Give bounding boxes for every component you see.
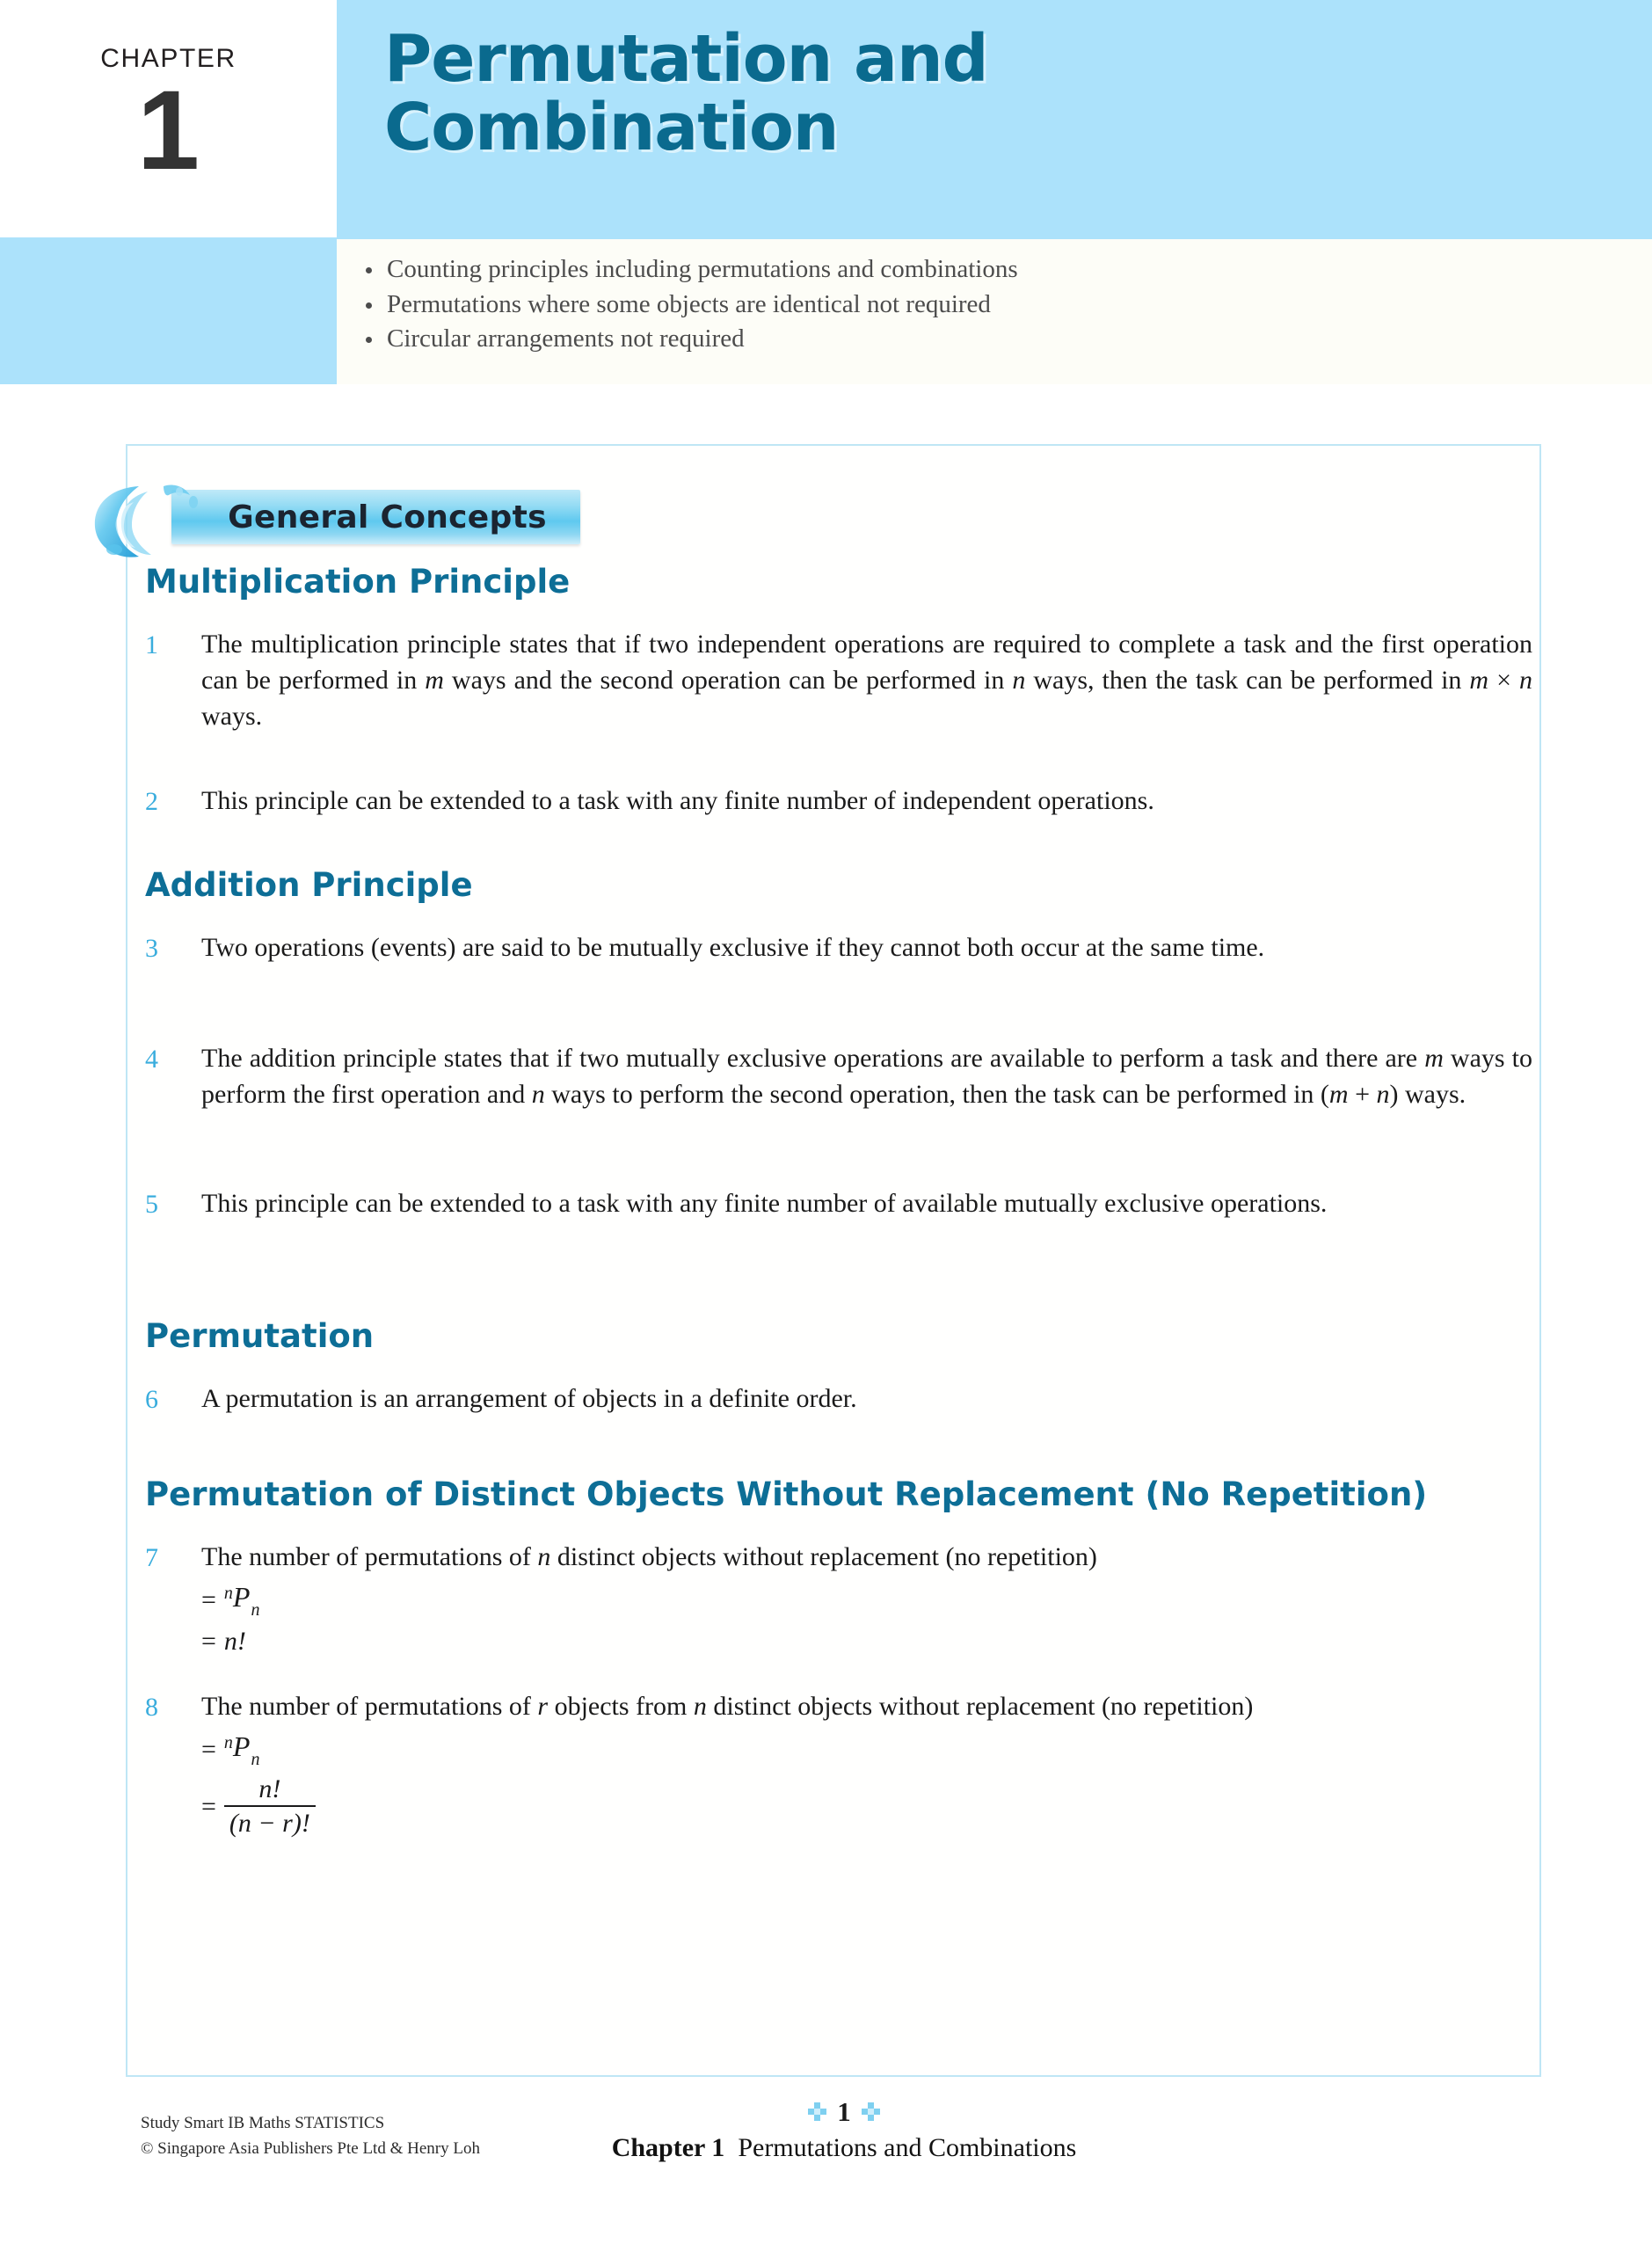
page-title-line-2: Combination bbox=[384, 90, 839, 166]
math-var-n: n bbox=[1376, 1080, 1390, 1110]
page-header bbox=[0, 0, 1652, 239]
superscript-n: n bbox=[223, 1733, 233, 1753]
item-text-part: ways to perform the first operation and bbox=[201, 1044, 1532, 1110]
equals-sign: = bbox=[201, 1735, 216, 1765]
heading-addition-principle: Addition Principle bbox=[145, 866, 473, 904]
banner-label: General Concepts bbox=[228, 499, 547, 535]
item-text-part: The number of permutations of bbox=[201, 1692, 538, 1721]
math-var-r: r bbox=[537, 1692, 549, 1721]
item-number: 6 bbox=[145, 1385, 158, 1414]
item-text bbox=[201, 626, 1534, 734]
page-number-marker bbox=[528, 2098, 1161, 2125]
footer-book-title: Study Smart IB Maths STATISTICS bbox=[141, 2114, 385, 2132]
footer-chapter-line bbox=[528, 2133, 1161, 2163]
item-number: 5 bbox=[145, 1190, 158, 1219]
math-var-m: m bbox=[1469, 666, 1489, 696]
fraction bbox=[224, 1775, 316, 1839]
list-item: Counting principles including permutations and combinations bbox=[359, 253, 1652, 286]
subscript-n: n bbox=[251, 1600, 260, 1621]
equals-sign: = bbox=[201, 1791, 216, 1821]
list-item: Permutations where some objects are identical not required bbox=[359, 288, 1652, 321]
list-item bbox=[145, 783, 1534, 820]
heading-permutation-distinct-objects: Permutation of Distinct Objects Without Replacement (No Repetition) bbox=[145, 1475, 1428, 1513]
chapter-number: 1 bbox=[136, 68, 200, 193]
footer-copyright: © Singapore Asia Publishers Pte Ltd & Henry Loh bbox=[141, 2139, 480, 2159]
list-item bbox=[145, 626, 1534, 734]
water-splash-icon bbox=[88, 479, 237, 563]
footer-publisher-info bbox=[141, 2110, 480, 2162]
math-var-n: n bbox=[531, 1080, 545, 1110]
math-plus-sign: + bbox=[1348, 1080, 1377, 1110]
fraction-denominator: (n − r)! bbox=[224, 1805, 316, 1838]
item-number: 2 bbox=[145, 787, 158, 816]
list-item bbox=[145, 1380, 1534, 1417]
item-text-part: objects from bbox=[548, 1692, 694, 1721]
chapter-marker bbox=[0, 0, 337, 239]
math-var-m: m bbox=[1328, 1080, 1349, 1110]
item-number: 3 bbox=[145, 934, 158, 963]
n-factorial-value: n! bbox=[223, 1627, 246, 1657]
heading-multiplication-principle: Multiplication Principle bbox=[145, 563, 571, 601]
math-times-sign: × bbox=[1488, 666, 1520, 696]
heading-permutation: Permutation bbox=[145, 1317, 375, 1355]
header-left-blue-strip bbox=[0, 237, 337, 384]
math-var-n: n bbox=[1519, 666, 1533, 696]
permutation-notation bbox=[224, 1580, 260, 1621]
permutation-notation bbox=[224, 1730, 260, 1770]
letter-P: P bbox=[232, 1730, 251, 1763]
syllabus-bullet-list bbox=[359, 253, 1652, 355]
item-text: This principle can be extended to a task with any finite number of independent operations. bbox=[201, 786, 1154, 815]
list-item: Circular arrangements not required bbox=[359, 323, 1652, 355]
item-text-part: ways. bbox=[201, 702, 263, 732]
item-text: A permutation is an arrangement of objects in a definite order. bbox=[201, 1384, 857, 1413]
formula-factorial-fraction bbox=[201, 1775, 1532, 1839]
list-item bbox=[145, 929, 1534, 966]
item-number: 1 bbox=[145, 630, 158, 659]
item-text bbox=[201, 1688, 1534, 1839]
item-text-part: ) ways. bbox=[1389, 1080, 1466, 1110]
header-divider bbox=[0, 384, 1652, 388]
fraction-numerator: n! bbox=[258, 1774, 281, 1804]
equals-sign: = bbox=[201, 1585, 216, 1615]
list-item bbox=[145, 1185, 1534, 1222]
math-var-n: n bbox=[537, 1542, 551, 1571]
item-text-part: ways and the second operation can be performed in bbox=[443, 666, 1013, 696]
item-text: Two operations (events) are said to be mutually exclusive if they cannot both occur at the same time. bbox=[201, 933, 1265, 962]
item-text-part: The multiplication principle states that if two independent operations are required to complete a task and the first operation can be performed in bbox=[201, 630, 1532, 696]
item-text-part: distinct objects without replacement (no repetition) bbox=[706, 1692, 1254, 1721]
item-text bbox=[201, 1539, 1534, 1657]
item-number: 4 bbox=[145, 1045, 158, 1074]
list-item bbox=[145, 1539, 1534, 1657]
superscript-n: n bbox=[223, 1584, 233, 1604]
item-number: 7 bbox=[145, 1543, 158, 1572]
item-text-part: ways, then the task can be performed in bbox=[1025, 666, 1470, 696]
syllabus-bullets-panel bbox=[337, 239, 1652, 384]
decorative-petal-icon bbox=[808, 2102, 826, 2121]
page-number: 1 bbox=[837, 2096, 851, 2127]
item-text-part: The number of permutations of bbox=[201, 1542, 538, 1571]
item-text: This principle can be extended to a task with any finite number of available mutually exclusive operations. bbox=[201, 1189, 1328, 1218]
letter-P: P bbox=[232, 1581, 251, 1614]
general-concepts-banner bbox=[88, 479, 580, 563]
formula-nPn-second bbox=[201, 1730, 1532, 1770]
subscript-n: n bbox=[251, 1750, 260, 1770]
math-var-m: m bbox=[425, 666, 444, 696]
list-item bbox=[145, 1688, 1534, 1839]
item-text bbox=[201, 1040, 1534, 1112]
page-title-line-1: Permutation and bbox=[384, 21, 988, 97]
footer-chapter-label: Chapter 1 bbox=[611, 2133, 725, 2162]
item-number: 8 bbox=[145, 1693, 158, 1722]
footer-chapter-title: Permutations and Combinations bbox=[738, 2133, 1077, 2162]
math-var-n: n bbox=[1012, 666, 1026, 696]
item-text-part: ways to perform the second operation, then the task can be performed in ( bbox=[544, 1080, 1329, 1110]
page-title bbox=[384, 21, 1439, 166]
math-var-n: n bbox=[693, 1692, 707, 1721]
item-text-part: distinct objects without replacement (no repetition) bbox=[550, 1542, 1097, 1571]
list-item bbox=[145, 1040, 1534, 1112]
formula-n-factorial bbox=[201, 1626, 1532, 1657]
footer-page-info bbox=[528, 2098, 1161, 2163]
decorative-petal-icon bbox=[862, 2102, 880, 2121]
item-text-part: The addition principle states that if two mutually exclusive operations are available to perform a task and there are bbox=[201, 1044, 1425, 1073]
math-var-m: m bbox=[1424, 1044, 1444, 1073]
chapter-word-label: CHAPTER bbox=[100, 44, 237, 73]
equals-sign: = bbox=[201, 1627, 216, 1657]
formula-nPn bbox=[201, 1580, 1532, 1621]
